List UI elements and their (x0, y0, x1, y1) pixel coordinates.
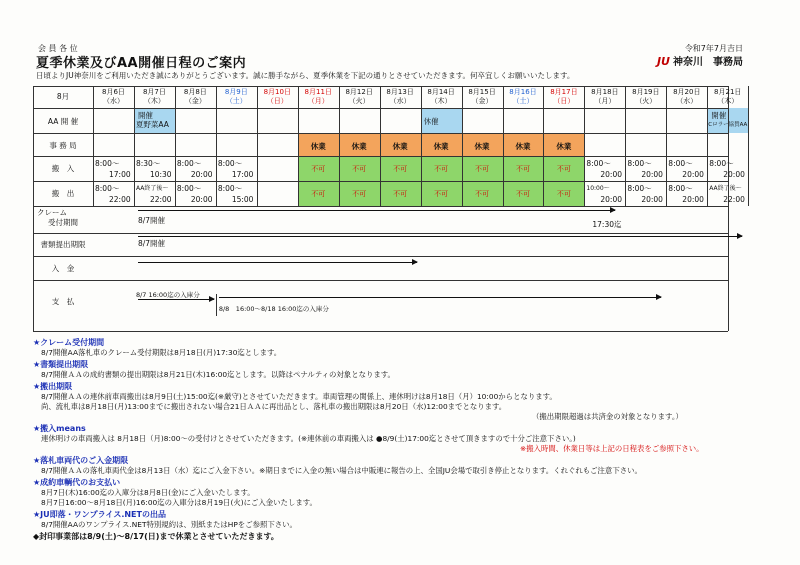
out-time-start-2: AA終了後～ (709, 185, 742, 192)
fuka-in-label: 不可 (393, 165, 408, 173)
fuka-in-label: 不可 (475, 165, 490, 173)
grid-hline (33, 233, 728, 234)
in-time-start-2: 8:00～ (709, 159, 734, 168)
note-line: 連休明けの車両搬入は 8月18日（月)8:00～の受付けとさせていただきます。(※連休前の車両搬入は ●8/9(土)17:00迄とさせて頂きますので十分ご注意下さい。) (41, 434, 576, 443)
out-time-start-2: 8:00～ (668, 184, 693, 193)
schedule-table (33, 86, 748, 331)
aa-kaisai-3: 開催 (711, 111, 727, 120)
out-time-start-2: 10:00～ (586, 185, 610, 192)
date-cell: 8月16日 (509, 88, 537, 96)
weekday-cell: （金） (184, 97, 206, 105)
note-line: 8/7開催AAのワンプライス.NET特別規約は、別紙またはHPをご参照下さい。 (41, 520, 297, 529)
fuka-in-label: 不可 (556, 165, 571, 173)
weekday-cell: （日） (266, 97, 288, 105)
weekday-cell: （土） (512, 97, 534, 105)
out-time-start: 8:00～ (217, 184, 243, 193)
pay-bracket (216, 294, 217, 316)
kyugyo-label: 休業 (515, 142, 531, 151)
issue-date: 令和7年7月吉日 (684, 44, 743, 53)
weekday-cell: （火） (348, 97, 370, 105)
row-label-claim1: クレーム (37, 208, 67, 217)
note-line: 8/7開催ＡＡの成約書類の提出期限は8月21日(木)16:00迄とします。以降はペナルティの対象となります。 (41, 370, 395, 379)
in-time-end-2: 20:00 (641, 170, 663, 179)
note-heading: ★成約車輌代のお支払い (33, 478, 121, 487)
row-label-claim2: 受付期間 (48, 218, 78, 227)
members-salutation: 会 員 各 位 (38, 44, 78, 53)
note-line: 8月7日(木)16:00迄の入庫分は8月8日(金)にご入金いたします。 (41, 488, 255, 497)
office-name: 神奈川 事務局 (673, 57, 743, 68)
note-heading: ★クレーム受付期間 (33, 338, 105, 347)
grid-hline (33, 331, 728, 332)
weekday-cell: （水） (102, 97, 124, 105)
grid-hline (33, 256, 728, 257)
fuka-in-label: 不可 (311, 165, 326, 173)
date-cell: 8月13日 (386, 88, 414, 96)
in-time-end-2: 20:00 (723, 170, 745, 179)
note-line: （搬出期限超過は共済金の対象となります。） (532, 412, 683, 421)
row-label-in: 搬 入 (51, 164, 75, 173)
date-cell: 8月8日 (183, 88, 207, 96)
row-label-shiharai: 支 払 (51, 297, 75, 306)
in-time-end: 17:00 (231, 170, 254, 179)
date-cell: 8月14日 (427, 88, 455, 96)
fuka-in-label: 不可 (352, 165, 367, 173)
note-line: 8月7日16:00～8月18日(月)16:00迄の入庫分は8月19日(火)にご入金いたします。 (41, 498, 317, 507)
out-time-start-2: 8:00～ (627, 184, 652, 193)
in-time-start-2: 8:00～ (586, 159, 611, 168)
in-time-end-2: 20:00 (600, 170, 623, 179)
in-time-start: 8:30～ (135, 159, 161, 168)
kyugyo-label: 休業 (351, 142, 367, 151)
intro-text: 日頃よりJU神奈川をご利用いただき誠にありがとうございます。誠に勝手ながら、夏季休業を下記の通りとさせていただきます。何卒宜しくお願いいたします。 (36, 71, 575, 80)
weekday-cell: （月） (307, 97, 329, 105)
in-time-start: 8:00～ (176, 159, 202, 168)
aa-kaisai-4: Cロラー協賛AA (708, 122, 748, 128)
row-label-docs: 書類提出期限 (40, 240, 86, 249)
in-time-start-2: 8:00～ (627, 159, 652, 168)
date-cell: 8月21日 (714, 88, 742, 96)
pay-label-2: 8/8 16:00～8/18 16:00迄の入庫分 (218, 305, 329, 313)
note-line: 8/7開催ＡＡの落札車両代金は8月13日（水）迄にご入金下さい。※期日までに入金の無い場合は中販連に報告の上、全国JU会場で取引き停止となります。くれぐれもご注意下さい。 (41, 466, 642, 475)
pay-arrow-1 (138, 299, 214, 300)
note-line: 8/7開催ＡＡの連休前車両搬出は8月9日(土)15:00迄(※厳守)とさせていただきます。車両管理の関係上、連休明けは8月18日（月）10:00からとなります。 (41, 392, 557, 401)
row-label-aa: AA 開 催 (47, 117, 79, 126)
in-time-end: 17:00 (109, 170, 131, 179)
date-cell: 8月18日 (591, 88, 619, 96)
aa-kyusai: 休催 (423, 117, 439, 126)
in-time-end: 20:00 (190, 170, 213, 179)
date-cell: 8月6日 (102, 88, 125, 96)
ju-logo-icon: JU (656, 55, 670, 68)
note-heading: ◆封印事業部は8/9(土)～8/17(日)まで休業とさせていただきます。 (33, 532, 279, 541)
weekday-cell: （木） (430, 97, 452, 105)
fuka-out-label: 不可 (434, 190, 449, 198)
weekday-cell: （土） (225, 97, 247, 105)
weekday-cell: （火） (635, 97, 657, 105)
grid-hline (33, 280, 728, 281)
out-time-end-2: 20:00 (641, 195, 663, 204)
fuka-out-label: 不可 (475, 190, 490, 198)
claim-end: 17:30迄 (592, 220, 622, 229)
date-cell: 8月19日 (632, 88, 660, 96)
logo (657, 53, 743, 68)
date-cell: 8月15日 (468, 88, 496, 96)
fuka-out-label: 不可 (352, 190, 367, 198)
pay-label-1: 8/7 16:00迄の入庫分 (135, 291, 200, 299)
weekday-cell: （水） (676, 97, 698, 105)
weekday-cell: （木） (143, 97, 165, 105)
aa-kaisai-1: 開催 (137, 111, 153, 120)
note-line: ※搬入時間、休業日等は上記の日程表をご参照下さい。 (520, 444, 704, 453)
fuka-out-label: 不可 (393, 190, 408, 198)
claim-start: 8/7開催 (137, 216, 166, 225)
fuka-out-label: 不可 (556, 190, 571, 198)
note-line: 8/7開催AA落札車のクレーム受付期限は8月18日(月)17:30迄とします。 (41, 348, 282, 357)
out-time-end: 22:00 (149, 195, 172, 204)
weekday-cell: （金） (471, 97, 493, 105)
weekday-cell: （水） (389, 97, 411, 105)
in-time-start: 8:00～ (95, 159, 120, 168)
weekday-cell: （木） (717, 97, 739, 105)
row-label-nyukin: 入 金 (51, 264, 75, 273)
out-time-end-2: 22:00 (723, 195, 745, 204)
date-cell: 8月11日 (304, 88, 332, 96)
in-time-end-2: 20:00 (682, 170, 704, 179)
date-cell: 8月20日 (673, 88, 701, 96)
pay-arrow-2 (219, 297, 661, 298)
page-title: 夏季休業及びAA開催日程のご案内 (36, 56, 247, 71)
claim-arrow (138, 210, 615, 211)
kyugyo-label: 休業 (433, 142, 449, 151)
in-time-start: 8:00～ (217, 159, 243, 168)
row-label-office: 事 務 局 (49, 141, 77, 150)
grid-hline (33, 206, 728, 207)
out-time-end: 15:00 (231, 195, 254, 204)
out-time-end-2: 20:00 (600, 195, 623, 204)
note-heading: ★搬入means (33, 424, 86, 433)
out-time-end: 20:00 (190, 195, 213, 204)
out-time-start: 8:00～ (95, 184, 120, 193)
in-time-start-2: 8:00～ (668, 159, 693, 168)
date-cell: 8月9日 (224, 88, 248, 96)
kyugyo-label: 休業 (556, 142, 572, 151)
kyugyo-label: 休業 (310, 142, 326, 151)
note-line: 尚、流札車は8月18日(月)13:00までに搬出されない場合21日ＡＡに再出品とし、落札車の搬出期限は8月20日（水)12:00までとなります。 (41, 402, 507, 411)
date-cell: 8月10日 (263, 88, 291, 96)
note-heading: ★JU即落・ワンプライス.NETの出品 (33, 510, 166, 519)
aa-kaisai-2: 夏野菜AA (135, 120, 169, 129)
month-label: 8月 (56, 92, 70, 101)
weekday-cell: （日） (553, 97, 575, 105)
fuka-out-label: 不可 (311, 190, 326, 198)
row-label-out: 搬 出 (51, 189, 75, 198)
kyugyo-label: 休業 (474, 142, 490, 151)
nyukin-arrow (138, 262, 417, 263)
note-heading: ★搬出期限 (33, 382, 73, 391)
date-cell: 8月17日 (550, 88, 578, 96)
out-time-end-2: 20:00 (682, 195, 704, 204)
date-cell: 8月7日 (142, 88, 166, 96)
fuka-in-label: 不可 (515, 165, 530, 173)
out-time-start: AA終了後～ (135, 185, 169, 192)
weekday-cell: （月） (594, 97, 616, 105)
note-heading: ★書類提出期限 (33, 360, 89, 369)
out-time-start: 8:00～ (176, 184, 202, 193)
out-time-end: 22:00 (109, 195, 131, 204)
fuka-out-label: 不可 (515, 190, 530, 198)
note-heading: ★落札車両代のご入金期限 (33, 456, 129, 465)
kyugyo-label: 休業 (392, 142, 408, 151)
docs-arrow (138, 236, 742, 237)
date-cell: 8月12日 (345, 88, 373, 96)
in-time-end: 10:30 (149, 170, 172, 179)
docs-start: 8/7開催 (137, 239, 166, 248)
fuka-in-label: 不可 (434, 165, 449, 173)
